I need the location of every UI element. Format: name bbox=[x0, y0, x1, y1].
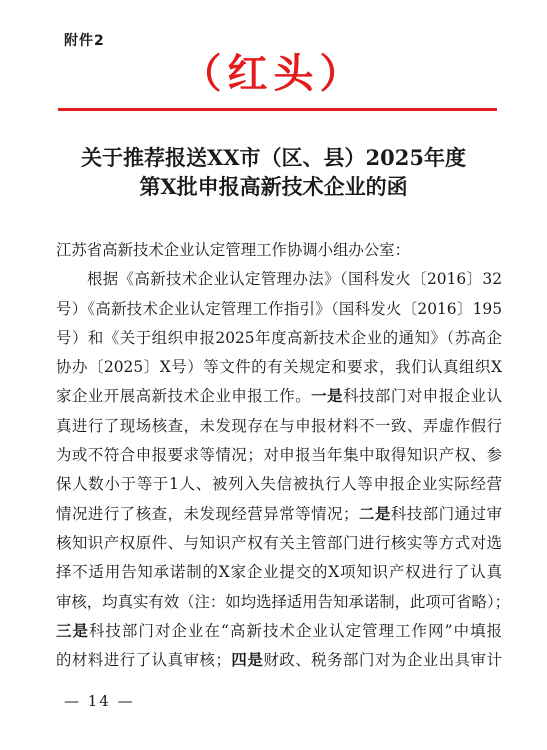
body-line: 号）和《关于组织申报2025年度高新技术企业的通知》（苏高企 bbox=[56, 328, 502, 347]
body-line: 协办〔2025〕X号）等文件的有关规定和要求，我们认真组织X bbox=[56, 358, 502, 377]
body-text: 的材料进行了认真审核； bbox=[56, 651, 231, 670]
addressee: 江苏省高新技术企业认定管理工作协调小组办公室： bbox=[56, 241, 410, 259]
body-text: 家企业开展高新技术企业申报工作。 bbox=[56, 387, 312, 406]
page-number: — 14 — bbox=[64, 692, 135, 710]
attachment-label: 附件2 bbox=[64, 33, 105, 49]
body-line: 核知识产权原件、与知识产权有关主管部门进行核实等方式对选 bbox=[56, 533, 502, 552]
body-line: 审核，均真实有效（注：如均选择适用告知承诺制，此项可省略）； bbox=[56, 592, 511, 611]
body-text: 情况进行了核查，未发现经营异常等情况； bbox=[56, 504, 359, 523]
point-three-label: 三是 bbox=[56, 621, 90, 640]
document-title-line-2: 第X批申报高新技术企业的函 bbox=[139, 174, 408, 199]
body-text: 科技部门对申报企业认 bbox=[343, 387, 502, 406]
point-one-label: 一是 bbox=[311, 387, 344, 406]
document-title-line-1: 关于推荐报送XX市（区、县）2025年度 bbox=[80, 145, 467, 170]
body-line: 号）《高新技术企业认定管理工作指引》（国科发火〔2016〕195 bbox=[56, 299, 502, 318]
body-line: 保人数小于等于1人、被列入失信被执行人等申报企业实际经营 bbox=[56, 475, 502, 494]
body-line bbox=[56, 500, 502, 529]
body-text: 科技部门通过审 bbox=[390, 504, 502, 523]
body-text: 科技部门对企业在“高新技术企业认定管理工作网”中填报 bbox=[89, 621, 502, 640]
body-line bbox=[56, 646, 502, 675]
red-header: （红头） bbox=[181, 50, 366, 97]
body-line: 根据《高新技术企业认定管理办法》（国科发火〔2016〕32 bbox=[87, 270, 502, 289]
point-four-label: 四是 bbox=[230, 651, 264, 670]
body-line: 择不适用告知承诺制的X家企业提交的X项知识产权进行了认真 bbox=[56, 563, 502, 582]
red-divider-line bbox=[58, 108, 497, 111]
letter-body bbox=[56, 236, 511, 675]
body-line bbox=[56, 382, 502, 411]
body-line: 真进行了现场核查，未发现存在与申报材料不一致、弄虚作假行 bbox=[56, 416, 502, 435]
point-two-label: 二是 bbox=[358, 504, 391, 523]
body-line: 为或不符合申报要求等情况；对申报当年集中取得知识产权、参 bbox=[56, 446, 502, 465]
body-line bbox=[56, 617, 502, 646]
body-text: 财政、税务部门对为企业出具审计 bbox=[263, 651, 502, 670]
